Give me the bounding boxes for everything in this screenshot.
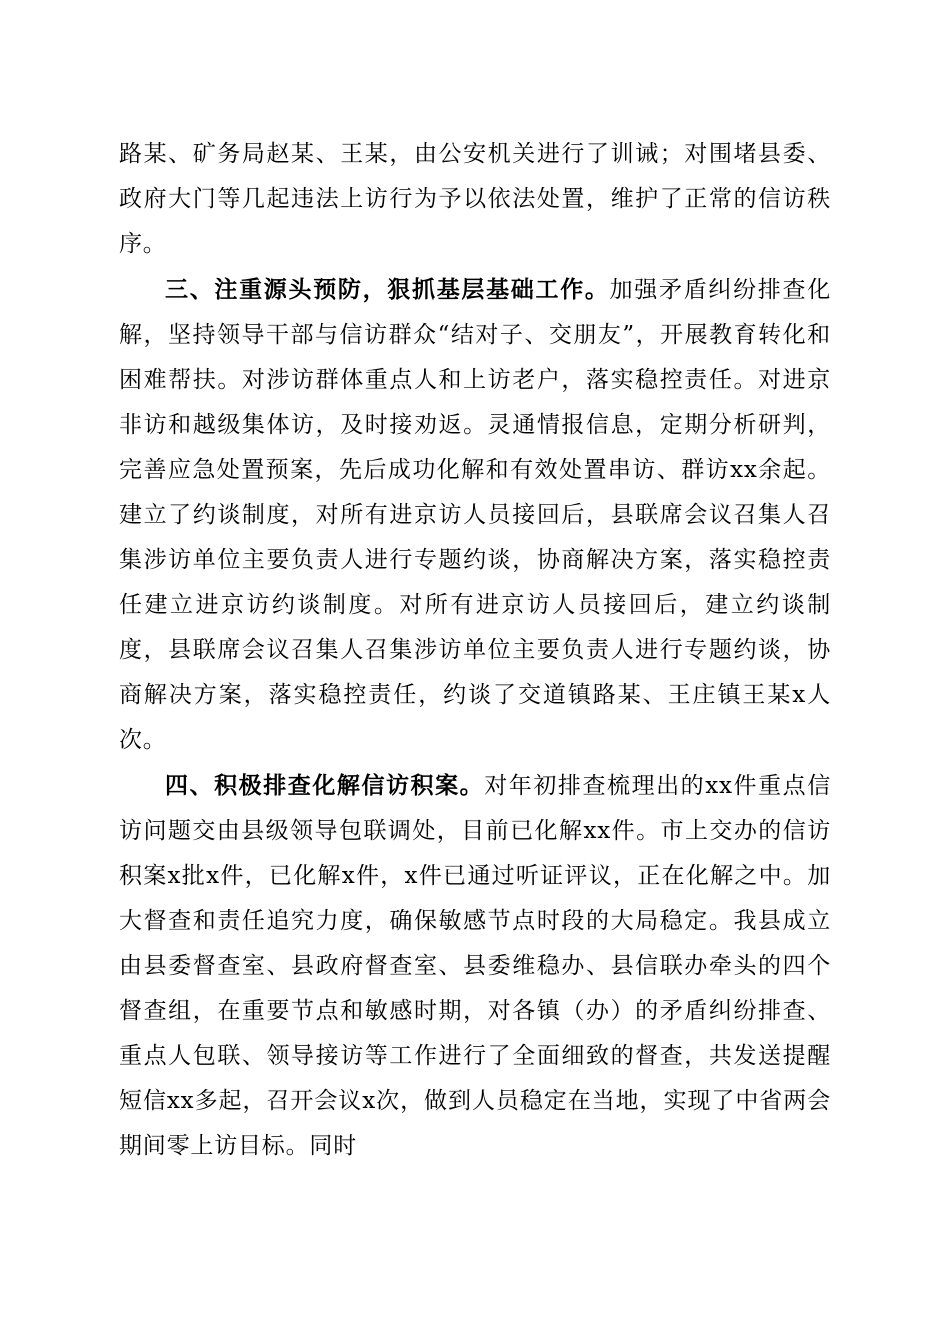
paragraph-2-text: 加强矛盾纠纷排查化解，坚持领导干部与信访群众“结对子、交朋友”，开展教育转化和困难帮扶。对涉访群体重点人和上访老户，落实稳控责任。对进京非访和越级集体访，及时接劝返。灵通情报信息，定期分析研判，完善应急处置预案，先后成功化解和有效处置串访、群访xx余起。建立了约谈制度，对所有进京访人员接回后，县联席会议召集人召集涉访单位主要负责人进行专题约谈，协商解决方案，落实稳控责任建立进京访约谈制度。对所有进京访人员接回后，建立约谈制度，县联席会议召集人召集涉访单位主要负责人进行专题约谈，协商解决方案，落实稳控责任，约谈了交道镇路某、王庄镇王某x人次。: [119, 277, 831, 753]
paragraph-1-text: 路某、矿务局赵某、王某，由公安机关进行了训诫；对围堵县委、政府大门等几起违法上访行为予以依法处置，维护了正常的信访秩序。: [119, 141, 831, 257]
paragraph-1: [119, 132, 831, 267]
section-4-heading: 四、积极排查化解信访积案。: [165, 772, 485, 799]
section-3-heading: 三、注重源头预防，狠抓基层基础工作。: [165, 276, 610, 303]
paragraph-2: [119, 267, 831, 763]
paragraph-3-text: 对年初排查梳理出的xx件重点信访问题交由县级领导包联调处，目前已化解xx件。市上交办的信访积案x批x件，已化解x件，x件已通过听证评议，正在化解之中。加大督查和责任追究力度，确保敏感节点时段的大局稳定。我县成立由县委督查室、县政府督查室、县委维稳办、县信联办牵头的四个督查组，在重要节点和敏感时期，对各镇（办）的矛盾纠纷排查、重点人包联、领导接访等工作进行了全面细致的督查，共发送提醒短信xx多起，召开会议x次，做到人员稳定在当地，实现了中省两会期间零上访目标。同时: [119, 773, 831, 1159]
document-body: [119, 132, 831, 1169]
paragraph-3: [119, 763, 831, 1169]
